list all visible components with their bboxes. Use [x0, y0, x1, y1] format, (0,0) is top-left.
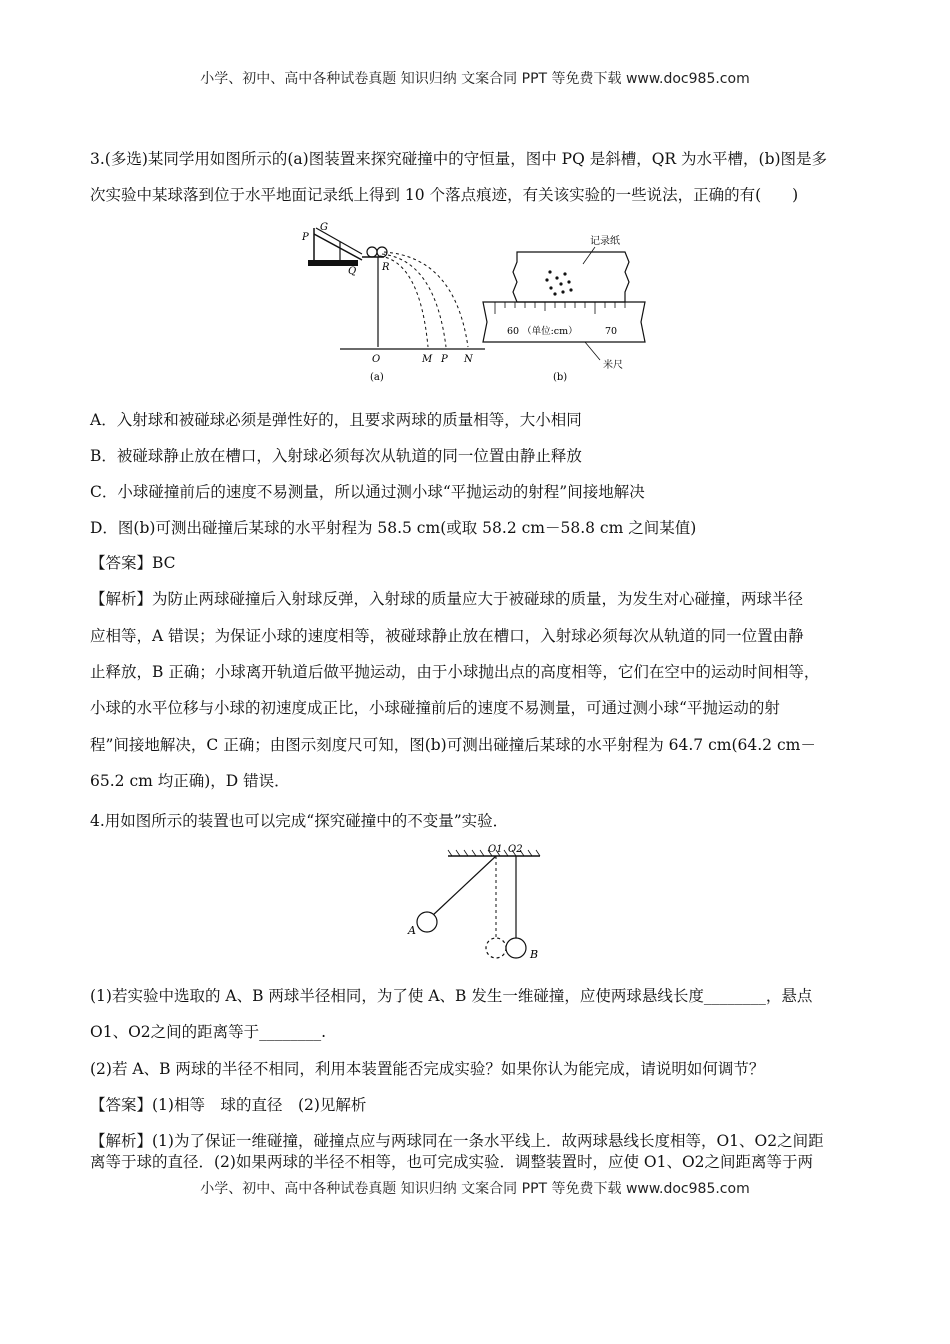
q3-option-c: C．小球碰撞前后的速度不易测量，所以通过测小球“平抛运动的射程”间接地解决: [90, 483, 645, 501]
q3-analysis-line2: 应相等，A 错误；为保证小球的速度相等，被碰球静止放在槽口，入射球必须每次从轨道的同一位置由静: [90, 627, 804, 645]
label-o: O: [372, 354, 381, 365]
label-o1: O1: [488, 844, 503, 855]
page-header: 小学、初中、高中各种试卷真题 知识归纳 文案合同 PPT 等免费下载 www.doc985.com: [200, 71, 750, 87]
q3-stem-line2: 次实验中某球落到位于水平地面记录纸上得到 10 个落点痕迹，有关该实验的一些说法，正确的有( ): [90, 186, 799, 204]
label-ruler: 米尺: [603, 360, 623, 371]
q3-analysis-line5: 程”间接地解决，C 正确；由图示刻度尺可知，图(b)可测出碰撞后某球的水平射程为 64.7 cm(64.2 cm－: [90, 736, 816, 754]
q3-option-b: B．被碰球静止放在槽口，入射球必须每次从轨道的同一位置由静止释放: [90, 447, 582, 465]
q4-part2: (2)若 A、B 两球的半径不相同，利用本装置能否完成实验？如果你认为能完成，请说明如何调节？: [90, 1060, 765, 1078]
label-scale-60: 60 （单位:cm）: [507, 326, 578, 337]
caption-a: (a): [370, 372, 384, 382]
q4-analysis-line2: 离等于球的直径．(2)如果两球的半径不相等，也可完成实验．调整装置时，应使 O1、O2之间距离等于两: [90, 1153, 814, 1171]
q3-analysis-line6: 65.2 cm 均正确)，D 错误．: [90, 772, 290, 790]
landing-marks: [545, 270, 572, 295]
figure-a-apparatus: [300, 222, 490, 382]
figure-pendulum: [400, 838, 560, 968]
label-ball-a: A: [408, 924, 416, 937]
q3-stem-line1: 3.(多选)某同学用如图所示的(a)图装置来探究碰撞中的守恒量，图中 PQ 是斜槽，QR 为水平槽，(b)图是多: [90, 150, 828, 168]
q4-analysis-line1: 【解析】(1)为了保证一维碰撞，碰撞点应与两球同在一条水平线上．故两球悬线长度相等，O1、O2之间距: [90, 1132, 824, 1150]
q3-analysis-line3: 止释放，B 正确；小球离开轨道后做平抛运动，由于小球抛出点的高度相等，它们在空中的运动时间相等，: [90, 663, 820, 681]
label-o2: O2: [508, 844, 523, 855]
q3-answer: 【答案】BC: [90, 554, 176, 572]
label-scale-70: 70: [605, 326, 618, 337]
q3-analysis-line4: 小球的水平位移与小球的初速度成正比，小球碰撞前后的速度不易测量，可通过测小球“平抛运动的射: [90, 699, 780, 717]
q4-title: 4.用如图所示的装置也可以完成“探究碰撞中的不变量”实验．: [90, 812, 509, 830]
label-p-top: P: [302, 232, 309, 243]
label-r: R: [382, 262, 390, 273]
label-n: N: [464, 354, 473, 365]
caption-b: (b): [553, 372, 568, 382]
label-m: M: [422, 354, 433, 365]
q4-answer: 【答案】(1)相等 球的直径 (2)见解析: [90, 1096, 367, 1114]
label-ball-b: B: [530, 948, 539, 961]
label-p-bottom: P: [441, 354, 448, 365]
label-g: G: [320, 222, 328, 233]
q4-part1-line2: O1、O2之间的距离等于________.: [90, 1023, 327, 1041]
q3-option-d: D．图(b)可测出碰撞后某球的水平射程为 58.5 cm(或取 58.2 cm－58.8 cm 之间某值): [90, 519, 697, 537]
label-q: Q: [348, 266, 357, 277]
label-record-paper: 记录纸: [590, 236, 620, 247]
figure-b-record-paper: [475, 222, 650, 382]
page-footer: 小学、初中、高中各种试卷真题 知识归纳 文案合同 PPT 等免费下载 www.doc985.com: [200, 1181, 750, 1197]
q4-part1-line1: (1)若实验中选取的 A、B 两球半径相同，为了使 A、B 发生一维碰撞，应使两球悬线长度________，悬点: [90, 987, 813, 1005]
q3-analysis-line1: 【解析】为防止两球碰撞后入射球反弹，入射球的质量应大于被碰球的质量，为发生对心碰撞，两球半径: [90, 590, 804, 608]
q3-option-a: A．入射球和被碰球必须是弹性好的，且要求两球的质量相等，大小相同: [90, 411, 582, 429]
